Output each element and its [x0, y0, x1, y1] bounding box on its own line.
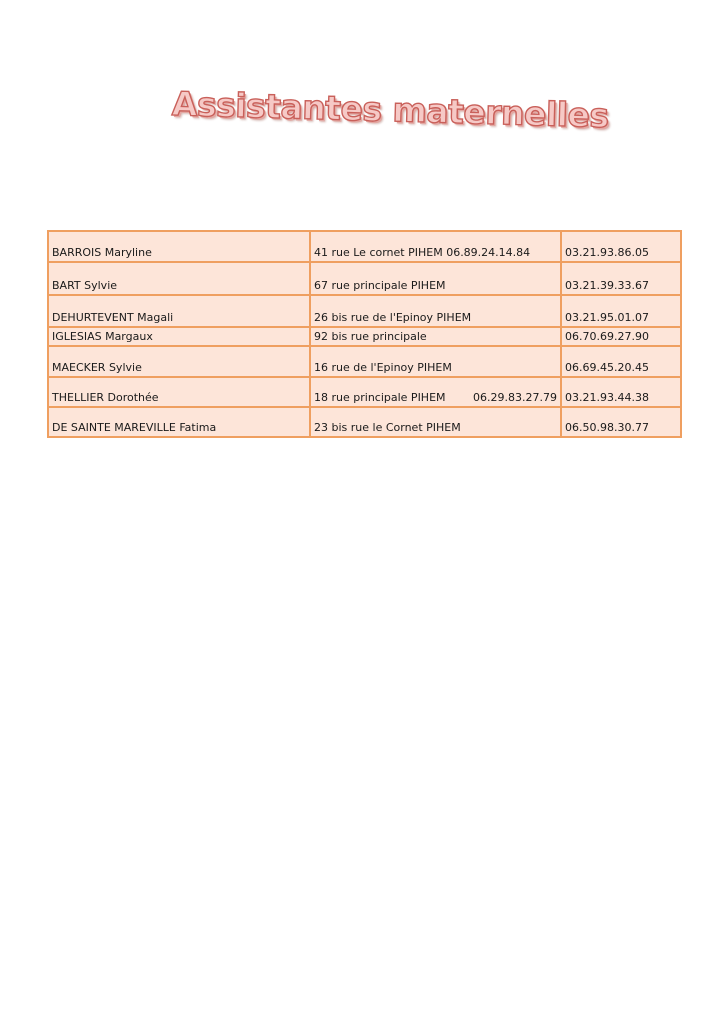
name-cell: MAECKER Sylvie: [48, 346, 310, 377]
address-text: 18 rue principale PIHEM: [314, 391, 446, 404]
address-cell: [310, 377, 561, 407]
name-cell: BART Sylvie: [48, 262, 310, 295]
phone-cell: 03.21.39.33.67: [561, 262, 681, 295]
table-row: [48, 295, 681, 327]
address-extra-phone: 06.29.83.27.79: [473, 391, 557, 404]
table-row: [48, 231, 681, 262]
name-cell: IGLESIAS Margaux: [48, 327, 310, 346]
name-cell: DE SAINTE MAREVILLE Fatima: [48, 407, 310, 437]
contacts-table: [47, 230, 682, 438]
phone-cell: 03.21.93.44.38: [561, 377, 681, 407]
address-cell: 67 rue principale PIHEM: [310, 262, 561, 295]
name-cell: DEHURTEVENT Magali: [48, 295, 310, 327]
address-cell: 41 rue Le cornet PIHEM 06.89.24.14.84: [310, 231, 561, 262]
name-cell: BARROIS Maryline: [48, 231, 310, 262]
table-row: [48, 377, 681, 407]
table-row: [48, 262, 681, 295]
address-cell: 23 bis rue le Cornet PIHEM: [310, 407, 561, 437]
phone-cell: 03.21.95.01.07: [561, 295, 681, 327]
name-cell: THELLIER Dorothée: [48, 377, 310, 407]
table-row: [48, 346, 681, 377]
table-row: [48, 407, 681, 437]
address-cell: 16 rue de l'Epinoy PIHEM: [310, 346, 561, 377]
page-title: Assistantes maternelles: [171, 84, 610, 136]
phone-cell: 03.21.93.86.05: [561, 231, 681, 262]
phone-cell: 06.70.69.27.90: [561, 327, 681, 346]
address-cell: 92 bis rue principale: [310, 327, 561, 346]
phone-cell: 06.50.98.30.77: [561, 407, 681, 437]
table-row: [48, 327, 681, 346]
address-cell: 26 bis rue de l'Epinoy PIHEM: [310, 295, 561, 327]
phone-cell: 06.69.45.20.45: [561, 346, 681, 377]
